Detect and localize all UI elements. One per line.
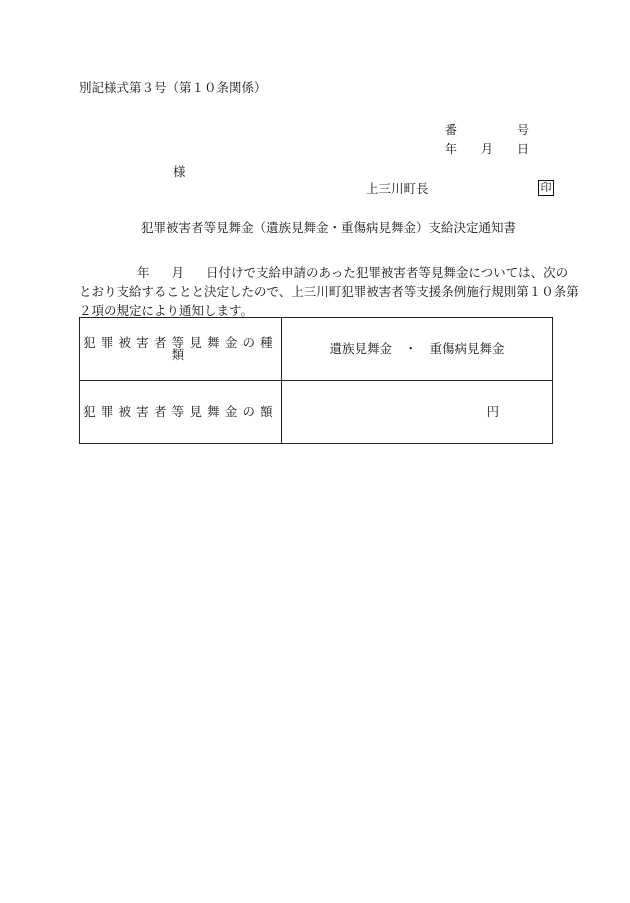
document-title: 犯罪被害者等見舞金（遺族見舞金・重傷病見舞金）支給決定通知書 <box>141 220 517 235</box>
benefit-amount-label: 犯罪被害者等見舞金の額 <box>80 381 282 444</box>
document-number-label: 番 <box>445 123 458 137</box>
notice-body <box>79 263 579 320</box>
date-year-label: 年 <box>445 142 458 156</box>
issuer-title: 上三川町長 <box>366 181 429 196</box>
date-day-label: 日 <box>517 142 530 156</box>
body-month-label: 月 <box>171 265 185 280</box>
body-year-label: 年 <box>137 265 150 280</box>
benefit-type-label: 犯罪被害者等見舞金の種類 <box>80 318 282 381</box>
benefit-info-table <box>79 317 553 444</box>
body-line-1-text: 日付けで支給申請のあった犯罪被害者等見舞金については、次の <box>206 265 569 280</box>
notice-body-line-2: とおり支給することと決定したので、上三川町犯罪被害者等支援条例施行規則第１０条第 <box>79 284 579 299</box>
benefit-amount-unit: 円 <box>486 403 499 419</box>
notice-body-line-3: ２項の規定により通知します。 <box>79 303 254 318</box>
form-number-label: 別記様式第３号（第１０条関係） <box>79 80 267 95</box>
date-month-label: 月 <box>481 142 494 156</box>
table-row <box>80 381 553 444</box>
seal-mark: 印 <box>538 180 554 196</box>
document-number-suffix: 号 <box>517 123 530 137</box>
recipient-honorific: 様 <box>173 164 186 179</box>
benefit-type-value: 遺族見舞金 ・ 重傷病見舞金 <box>282 318 553 381</box>
table-row <box>80 318 553 381</box>
benefit-amount-cell <box>282 381 553 444</box>
notice-body-line-1 <box>79 263 569 282</box>
